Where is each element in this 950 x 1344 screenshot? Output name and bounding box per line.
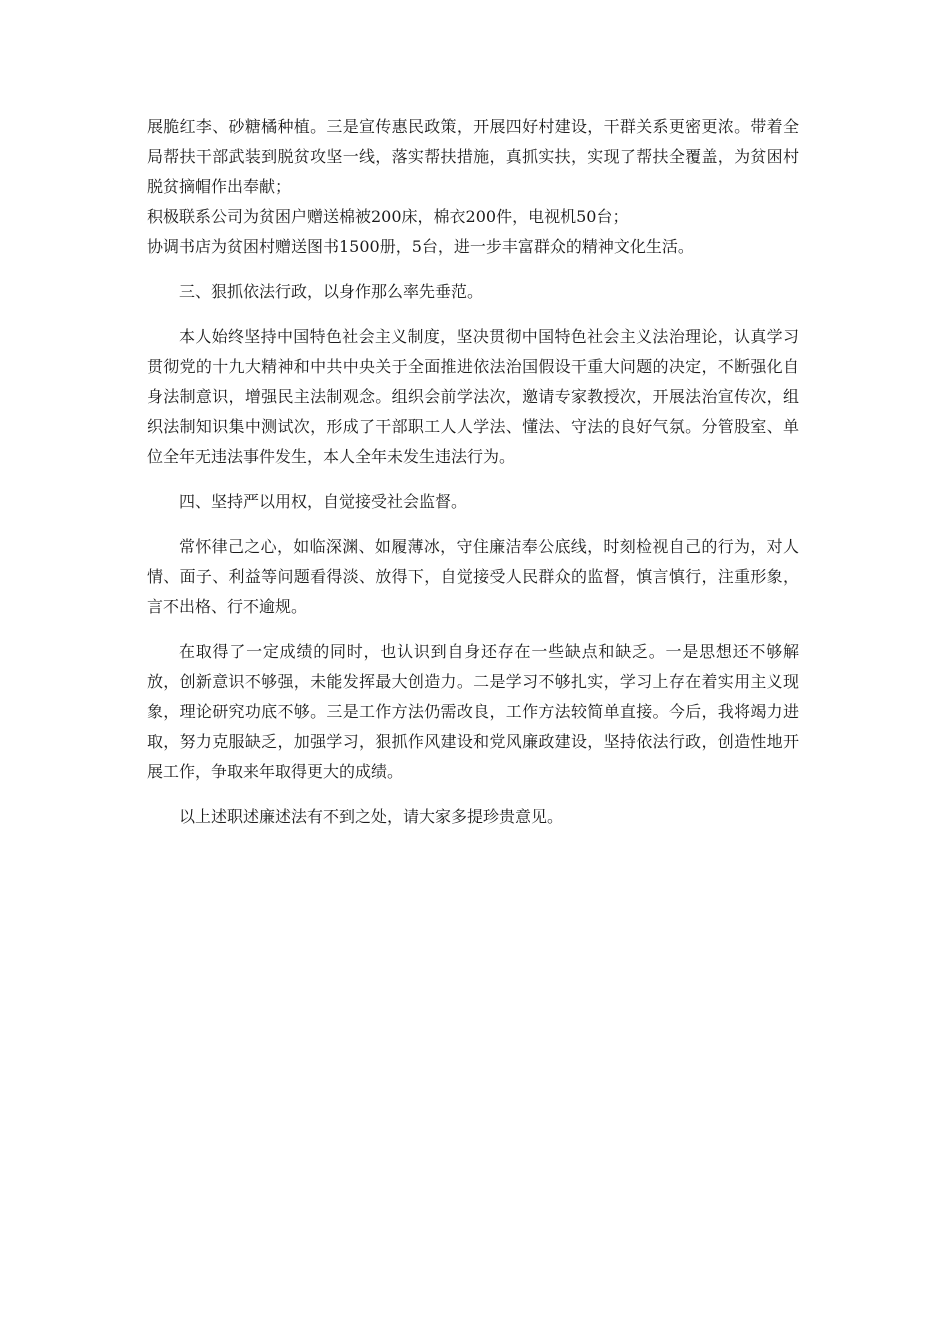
document-body [147, 112, 799, 832]
paragraph-self-discipline: 常怀律己之心，如临深渊、如履薄冰，守住廉洁奉公底线，时刻检视自己的行为，对人情、面子、利益等问题看得淡、放得下，自觉接受人民群众的监督，慎言慎行，注重形象，言不出格、行不逾规。 [147, 537, 799, 616]
paragraph-rule-of-law: 本人始终坚持中国特色社会主义制度，坚决贯彻中国特色社会主义法治理论，认真学习贯彻党的十九大精神和中共中央关于全面推进依法治国假设干重大问题的决定，不断强化自身法制意识，增强民主法制观念。组织会前学法次，邀请专家教授次，开展法治宣传次，组织法制知识集中测试次，形成了干部职工人人学法、懂法、守法的良好气氛。分管股室、单位全年无违法事件发生，本人全年未发生违法行为。 [147, 327, 799, 466]
paragraph-donation-books: 协调书店为贫困村赠送图书1500册，5台，进一步丰富群众的精神文化生活。 [147, 237, 694, 256]
paragraph-shortcomings: 在取得了一定成绩的同时，也认识到自身还存在一些缺点和缺乏。一是思想还不够解放，创新意识不够强，未能发挥最大创造力。二是学习不够扎实，学习上存在着实用主义现象，理论研究功底不够。三是工作方法仍需改良，工作方法较简单直接。今后，我将竭力进取，努力克服缺乏，加强学习，狠抓作风建设和党风廉政建设，坚持依法行政，创造性地开展工作，争取来年取得更大的成绩。 [147, 642, 799, 781]
section-heading-3: 三、狠抓依法行政，以身作那么率先垂范。 [179, 282, 484, 301]
paragraph-closing: 以上述职述廉述法有不到之处，请大家多提珍贵意见。 [179, 807, 564, 826]
paragraph-donation-bedding: 积极联系公司为贫困户赠送棉被200床，棉衣200件，电视机50台； [147, 207, 629, 226]
paragraph-poverty-relief: 展脆红李、砂糖橘种植。三是宣传惠民政策，开展四好村建设，干群关系更密更浓。带着全局帮扶干部武装到脱贫攻坚一线，落实帮扶措施，真抓实扶，实现了帮扶全覆盖，为贫困村脱贫摘帽作出奉献； [147, 117, 799, 196]
section-heading-4: 四、坚持严以用权，自觉接受社会监督。 [179, 492, 468, 511]
